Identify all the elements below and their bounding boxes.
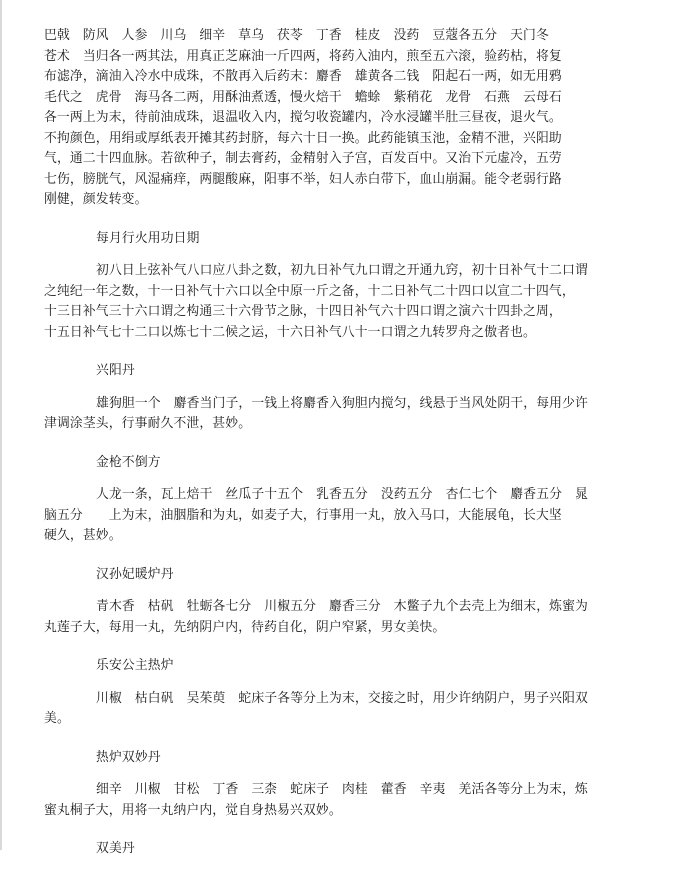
section-paragraph <box>44 485 630 547</box>
text-line: 毛代之 虎骨 海马各二两，用酥油煮透，慢火焙干 蟾蜍 紫稍花 龙骨 石燕 云母石 <box>44 89 562 105</box>
text-line: 人龙一条，瓦上焙干 丝瓜子十五个 乳香五分 没药五分 杏仁七个 麝香五分 晁 <box>96 487 588 502</box>
intro-paragraph <box>44 26 630 211</box>
text-line: 七伤，膀胱气，风湿痛痒，两腿酸麻，阳事不举，妇人赤白带下，血山崩漏。能令老弱行路 <box>44 171 562 187</box>
section-paragraph <box>44 780 630 821</box>
text-line: 津调涂茎头，行事耐久不泄，甚妙。 <box>44 416 252 431</box>
text-line: 苍术 当归各一两其法，用真正芝麻油一斤四两，将药入油内，煎至五六滚，验药枯，将复 <box>44 48 562 64</box>
text-line: 巴戟 防风 人参 川乌 细辛 草乌 茯苓 丁香 桂皮 没药 豆蔻各五分 天门冬 <box>44 28 549 43</box>
section-heading: 金枪不倒方 <box>96 454 161 470</box>
text-line: 十三日补气三十六口谓之构通三十六骨节之脉，十四日补气六十四口谓之演六十四卦之周， <box>44 304 562 319</box>
section-paragraph <box>44 394 630 435</box>
text-line: 硬久，甚妙。 <box>44 528 122 543</box>
text-line: 气，通二十四血脉。若欲种子，制去膏药，金精射入子宫，百发百中。又治下元虚冷，五劳 <box>44 151 562 166</box>
section-heading: 双美丹 <box>96 841 135 856</box>
text-line: 蜜丸桐子大，用将一丸纳户内，觉自身热易兴双妙。 <box>44 802 342 818</box>
section-heading: 每月行火用功日期 <box>96 230 200 246</box>
page-edge-rule <box>0 0 2 850</box>
text-line: 初八日上弦补气八口应八卦之数，初九日补气九口谓之开通九窍，初十日补气十二口谓 <box>96 263 588 278</box>
section-heading: 汉孙妃暖炉丹 <box>96 566 174 582</box>
text-line: 川椒 枯白矾 吴茱萸 蛇床子各等分上为末，交接之时，用少许纳阴户，男子兴阳双 <box>96 690 588 706</box>
text-line: 布滤净，滴油入冷水中成珠，不散再入后药末：麝香 雄黄各二钱 阳起石一两，如无用鸦 <box>44 69 562 84</box>
section-heading: 兴阳丹 <box>96 363 135 378</box>
section-paragraph <box>44 261 630 343</box>
text-line: 各一两上为末，待前油成珠，退温收入内，搅匀收瓷罐内，冷水浸罐半肚三昼夜，退火气。 <box>44 110 562 125</box>
text-line: 细辛 川椒 甘松 丁香 三柰 蛇床子 肉桂 藿香 辛夷 羌活各等分上为末，炼 <box>96 782 588 797</box>
text-line: 刚健，颜发转变。 <box>44 192 148 207</box>
text-line: 之纯纪一年之数，十一日补气十六口以全中原一斤之备，十二日补气二十四口以宣二十四气， <box>44 283 575 299</box>
section-heading: 热炉双妙丹 <box>96 749 161 765</box>
document-page <box>44 26 630 872</box>
section-paragraph <box>44 597 630 638</box>
section-heading: 乐安公主热炉 <box>96 658 174 673</box>
text-line: 青木香 枯矾 牡蛎各七分 川椒五分 麝香三分 木鳖子九个去壳上为细末，炼蜜为 <box>96 599 588 614</box>
section-paragraph <box>44 689 630 730</box>
text-line: 不拘颜色，用绢或厚纸表开摊其药封脐，每六十日一换。此药能镇玉池，金精不泄，兴阳助 <box>44 130 562 146</box>
text-line: 美。 <box>44 711 70 726</box>
text-line: 丸莲子大，每用一丸，先纳阴户内，待药自化，阴户窄紧，男女美快。 <box>44 619 446 635</box>
text-line: 雄狗胆一个 麝香当门子，一钱上将麝香入狗胆内搅匀，线悬于当风处阴干，每用少许 <box>96 395 588 411</box>
text-line: 十五日补气七十二口以炼七十二候之运，十六日补气八十一口谓之九转罗舟之傲者也。 <box>44 324 536 340</box>
text-line: 脑五分 上为末，油胭脂和为丸，如麦子大，行事用一丸，放入马口，大能展龟，长大坚 <box>44 507 562 523</box>
